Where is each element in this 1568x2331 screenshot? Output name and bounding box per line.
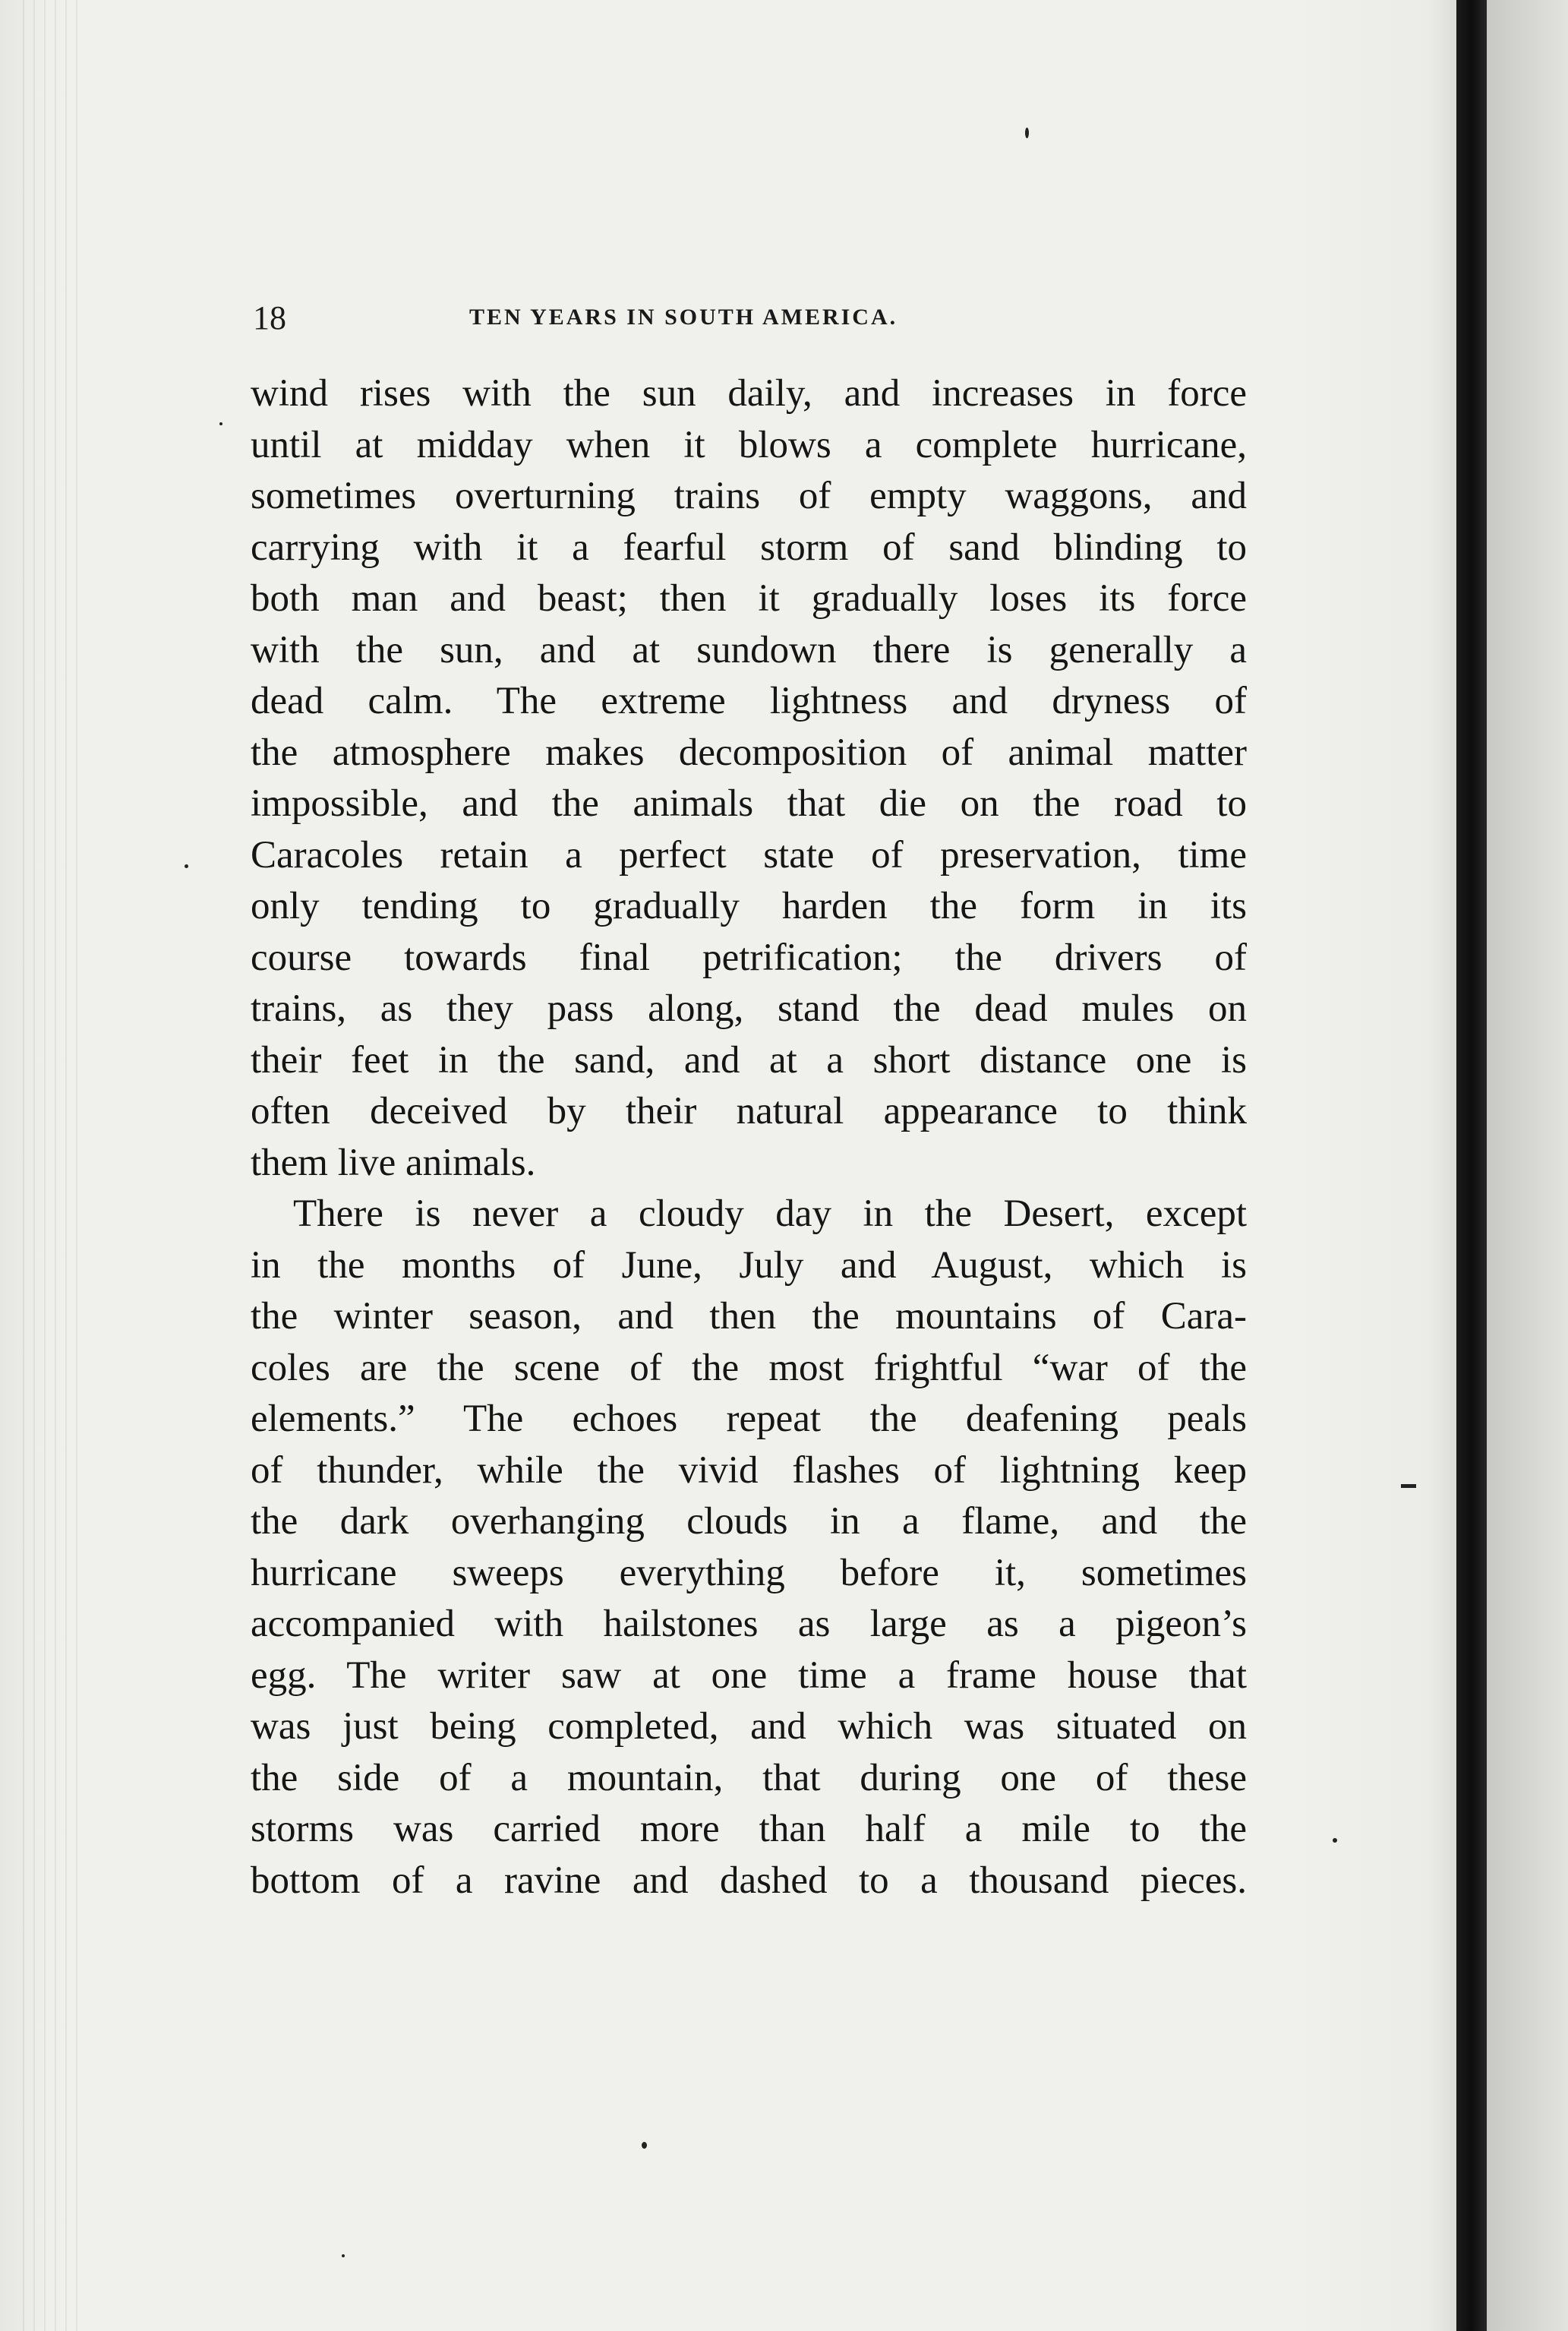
text-line: sometimes overturning trains of empty waggons, and bbox=[251, 475, 1247, 517]
text-line: both man and beast; then it gradually loses its force bbox=[251, 577, 1247, 620]
text-line: egg. The writer saw at one time a frame house that bbox=[251, 1653, 1247, 1697]
text-line: carrying with it a fearful storm of sand blinding to bbox=[251, 526, 1247, 569]
scan-speck bbox=[185, 864, 188, 868]
body-text bbox=[251, 368, 1247, 1906]
scan-speck bbox=[342, 2254, 345, 2257]
paragraph-2 bbox=[251, 1189, 1247, 1906]
text-line: their feet in the sand, and at a short distance one is bbox=[251, 1038, 1247, 1082]
page-header bbox=[253, 298, 1248, 344]
page-edge-lines bbox=[23, 0, 84, 2331]
text-line: of thunder, while the vivid flashes of lightning keep bbox=[251, 1448, 1247, 1492]
text-line: accompanied with hailstones as large as a pigeon’s bbox=[251, 1603, 1247, 1645]
text-line: the side of a mountain, that during one of these bbox=[251, 1756, 1247, 1799]
margin-dash-mark bbox=[1401, 1484, 1416, 1488]
text-line: the dark overhanging clouds in a flame, and the bbox=[251, 1500, 1247, 1543]
text-line: until at midday when it blows a complete hurricane, bbox=[251, 423, 1247, 466]
page-number: 18 bbox=[253, 299, 286, 336]
text-line: bottom of a ravine and dashed to a thousand pieces. bbox=[251, 1859, 1247, 1902]
text-line: Caracoles retain a perfect state of preservation, time bbox=[251, 833, 1247, 876]
text-line: them live animals. bbox=[251, 1141, 536, 1184]
scan-speck bbox=[219, 422, 222, 425]
text-line: in the months of June, July and August, which is bbox=[251, 1243, 1247, 1287]
scan-speck bbox=[642, 2142, 647, 2149]
text-line: only tending to gradually harden the form in its bbox=[251, 885, 1247, 927]
text-line: storms was carried more than half a mile to the bbox=[251, 1808, 1247, 1850]
text-line: the winter season, and then the mountains of Cara- bbox=[251, 1295, 1247, 1338]
book-binding bbox=[1456, 0, 1487, 2331]
scan-speck bbox=[1333, 1838, 1337, 1843]
text-line: dead calm. The extreme lightness and dryness of bbox=[251, 680, 1247, 722]
adjacent-page-edge bbox=[1487, 0, 1568, 2331]
text-line: often deceived by their natural appearance to think bbox=[251, 1090, 1247, 1132]
text-line: wind rises with the sun daily, and increases in force bbox=[251, 372, 1247, 415]
text-line: coles are the scene of the most frightful “war of the bbox=[251, 1346, 1247, 1389]
text-line: with the sun, and at sundown there is generally a bbox=[251, 628, 1247, 671]
text-line: trains, as they pass along, stand the dead mules on bbox=[251, 987, 1247, 1030]
text-line: There is never a cloudy day in the Desert, except bbox=[293, 1192, 1247, 1235]
running-head: TEN YEARS IN SOUTH AMERICA. bbox=[469, 305, 898, 330]
text-line: impossible, and the animals that die on the road to bbox=[251, 782, 1247, 825]
text-line: was just being completed, and which was situated on bbox=[251, 1705, 1247, 1748]
text-line: elements.” The echoes repeat the deafening peals bbox=[251, 1398, 1247, 1440]
text-line: hurricane sweeps everything before it, sometimes bbox=[251, 1551, 1247, 1594]
text-line: the atmosphere makes decomposition of animal matter bbox=[251, 731, 1247, 774]
scan-speck bbox=[1025, 128, 1029, 138]
text-line: course towards final petrification; the drivers of bbox=[251, 936, 1247, 979]
paragraph-1 bbox=[251, 368, 1247, 1189]
